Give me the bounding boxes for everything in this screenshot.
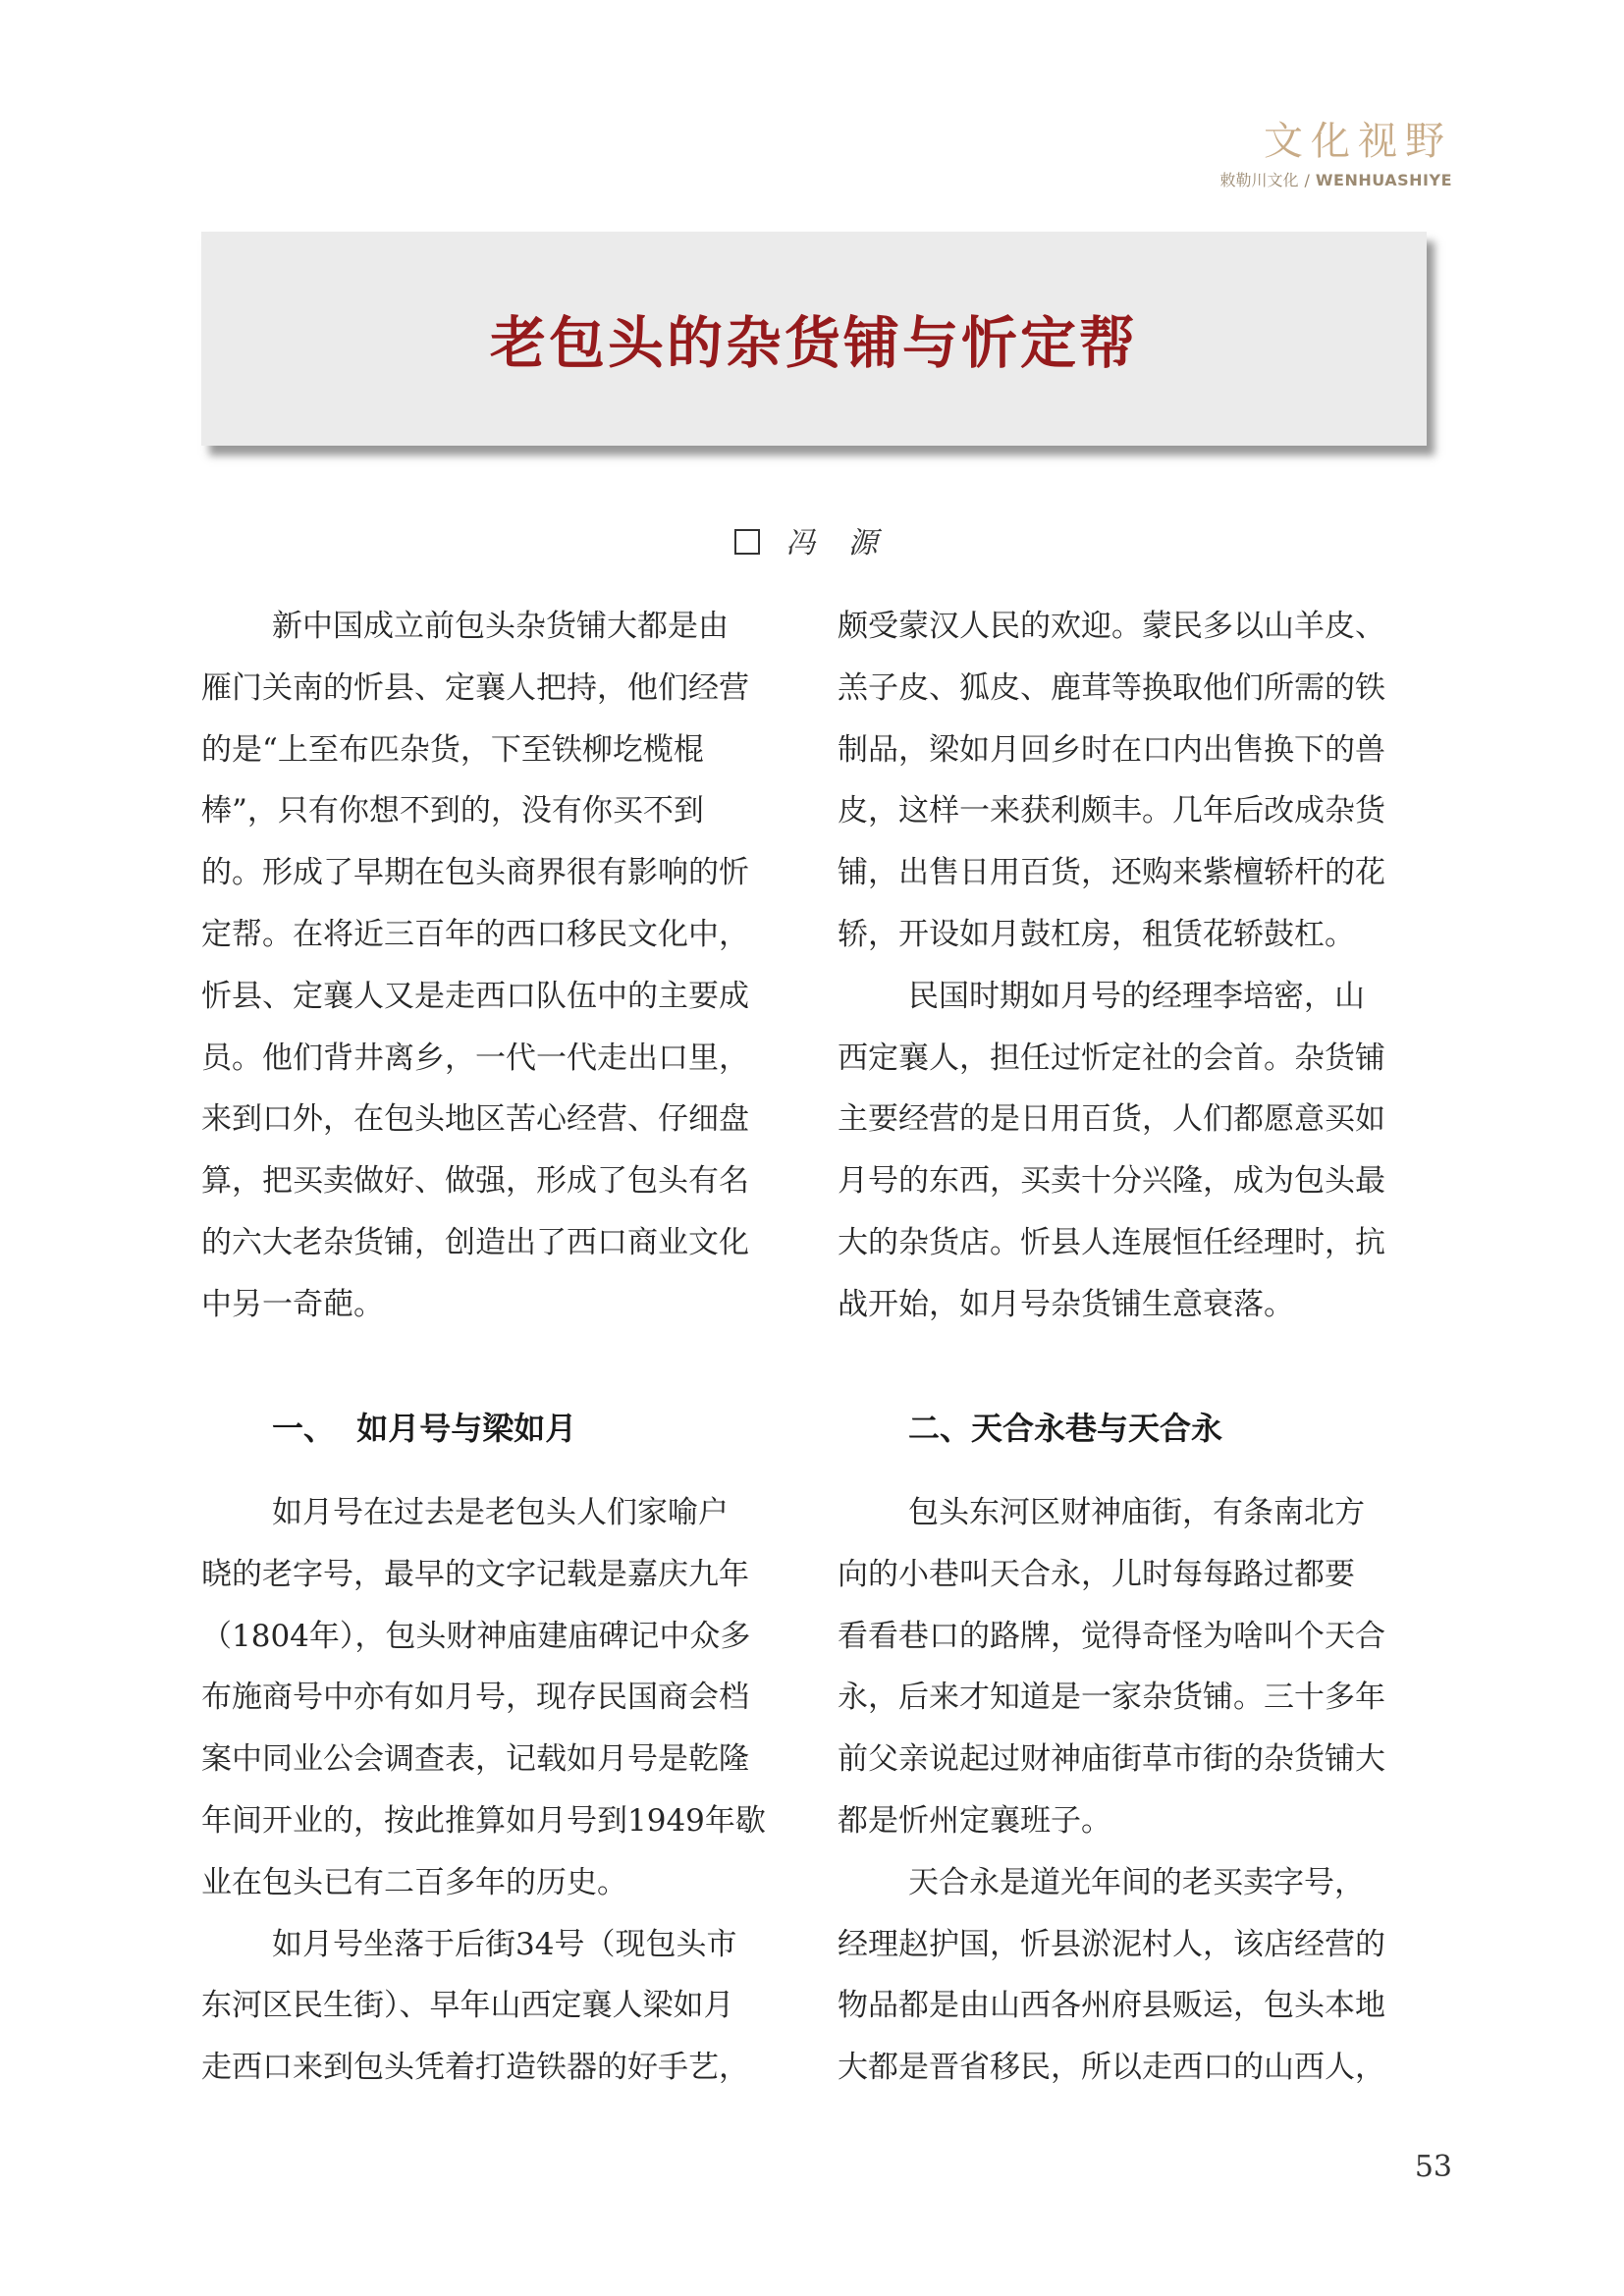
- text-line: 民国时期如月号的经理李培密，山: [908, 978, 1365, 1014]
- text-line: 忻县、定襄人又是走西口队伍中的主要成: [201, 978, 749, 1014]
- text-line: 年间开业的，按此推算如月号到1949年歇: [201, 1802, 766, 1839]
- text-line: 主要经营的是日用百货，人们都愿意买如: [838, 1101, 1385, 1138]
- section-subtitle-cn: 敕勒川文化: [1219, 171, 1299, 189]
- text-line: 向的小巷叫天合永，儿时每每路过都要: [838, 1556, 1355, 1592]
- text-line: 制品，梁如月回乡时在口内出售换下的兽: [838, 731, 1385, 768]
- text-line: 羔子皮、狐皮、鹿茸等换取他们所需的铁: [838, 669, 1385, 706]
- text-line: 的六大老杂货铺，创造出了西口商业文化: [201, 1224, 749, 1260]
- article-title: 老包头的杂货铺与忻定帮: [490, 311, 1138, 376]
- author-box-icon: [734, 529, 760, 555]
- text-line: 都是忻州定襄班子。: [838, 1802, 1111, 1839]
- text-line: 新中国成立前包头杂货铺大都是由: [272, 609, 729, 644]
- body-column-left-top: [201, 596, 800, 1336]
- text-line: 月号的东西，买卖十分兴隆，成为包头最: [838, 1163, 1385, 1200]
- text-line: 案中同业公会调查表，记载如月号是乾隆: [201, 1741, 749, 1778]
- section-subtitle-slash: /: [1304, 171, 1310, 189]
- text-line: 业在包头已有二百多年的历史。: [201, 1864, 627, 1900]
- text-line: 物品都是由山西各州府县贩运，包头本地: [838, 1988, 1385, 2024]
- text-line: 定帮。在将近三百年的西口移民文化中，: [201, 916, 749, 952]
- text-line: 的。形成了早期在包头商界很有影响的忻: [201, 855, 749, 891]
- text-line: 如月号在过去是老包头人们家喻户: [272, 1495, 729, 1530]
- body-column-left-bottom: [201, 1482, 800, 2099]
- text-line: 铺，出售日用百货，还购来紫檀轿杆的花: [838, 855, 1385, 891]
- text-line: 永，后来才知道是一家杂货铺。三十多年: [838, 1680, 1385, 1716]
- text-line: 西定襄人，担任过忻定社的会首。杂货铺: [838, 1040, 1385, 1076]
- text-line: 皮，这样一来获利颇丰。几年后改成杂货: [838, 793, 1385, 829]
- text-line: 员。他们背井离乡，一代一代走出口里，: [201, 1040, 749, 1076]
- section-subtitle: [1219, 168, 1452, 190]
- text-line: 算，把买卖做好、做强，形成了包头有名: [201, 1163, 749, 1200]
- text-line: 晓的老字号，最早的文字记载是嘉庆九年: [201, 1556, 749, 1592]
- text-line: 大都是晋省移民，所以走西口的山西人，: [838, 2050, 1385, 2086]
- text-line: 轿，开设如月鼓杠房，租赁花轿鼓杠。: [838, 916, 1355, 952]
- text-line: （1804年），包头财神庙建庙碑记中众多: [201, 1618, 751, 1654]
- author-name: 冯 源: [785, 526, 890, 561]
- text-line: 包头东河区财神庙街，有条南北方: [908, 1495, 1365, 1530]
- text-line: 雁门关南的忻县、定襄人把持，他们经营: [201, 669, 749, 706]
- byline: [0, 518, 1624, 561]
- text-line: 如月号坐落于后街34号（现包头市: [272, 1926, 737, 1962]
- text-line: 棒”，只有你想不到的，没有你买不到: [201, 793, 704, 829]
- text-line: 东河区民生街）、早年山西定襄人梁如月: [201, 1988, 734, 2024]
- text-line: 的是“上至布匹杂货，下至铁柳圪榄棍: [201, 731, 704, 768]
- text-line: 颇受蒙汉人民的欢迎。蒙民多以山羊皮、: [838, 609, 1385, 644]
- text-line: 来到口外，在包头地区苦心经营、仔细盘: [201, 1101, 749, 1138]
- section-subtitle-en: WENHUASHIYE: [1315, 171, 1452, 189]
- text-line: 看看巷口的路牌，觉得奇怪为啥叫个天合: [838, 1618, 1385, 1654]
- section-heading-2: 二、天合永巷与天合永: [908, 1410, 1223, 1447]
- page-number: 53: [1414, 2150, 1452, 2184]
- section-heading-1: 一、 如月号与梁如月: [272, 1410, 577, 1447]
- text-line: 战开始，如月号杂货铺生意衰落。: [838, 1286, 1294, 1322]
- text-line: 走西口来到包头凭着打造铁器的好手艺，: [201, 2050, 749, 2086]
- section-title: 文化视野: [1264, 119, 1452, 164]
- text-line: 中另一奇葩。: [201, 1286, 384, 1322]
- text-line: 大的杂货店。忻县人连展恒任经理时，抗: [838, 1224, 1385, 1260]
- article-title-box: [201, 232, 1427, 446]
- text-line: 天合永是道光年间的老买卖字号，: [908, 1864, 1365, 1900]
- text-line: 前父亲说起过财神庙街草市街的杂货铺大: [838, 1741, 1385, 1778]
- body-column-right-top: [838, 596, 1436, 1336]
- body-column-right-bottom: [838, 1482, 1436, 2099]
- text-line: 经理赵护国，忻县淤泥村人，该店经营的: [838, 1926, 1385, 1962]
- text-line: 布施商号中亦有如月号，现存民国商会档: [201, 1680, 749, 1716]
